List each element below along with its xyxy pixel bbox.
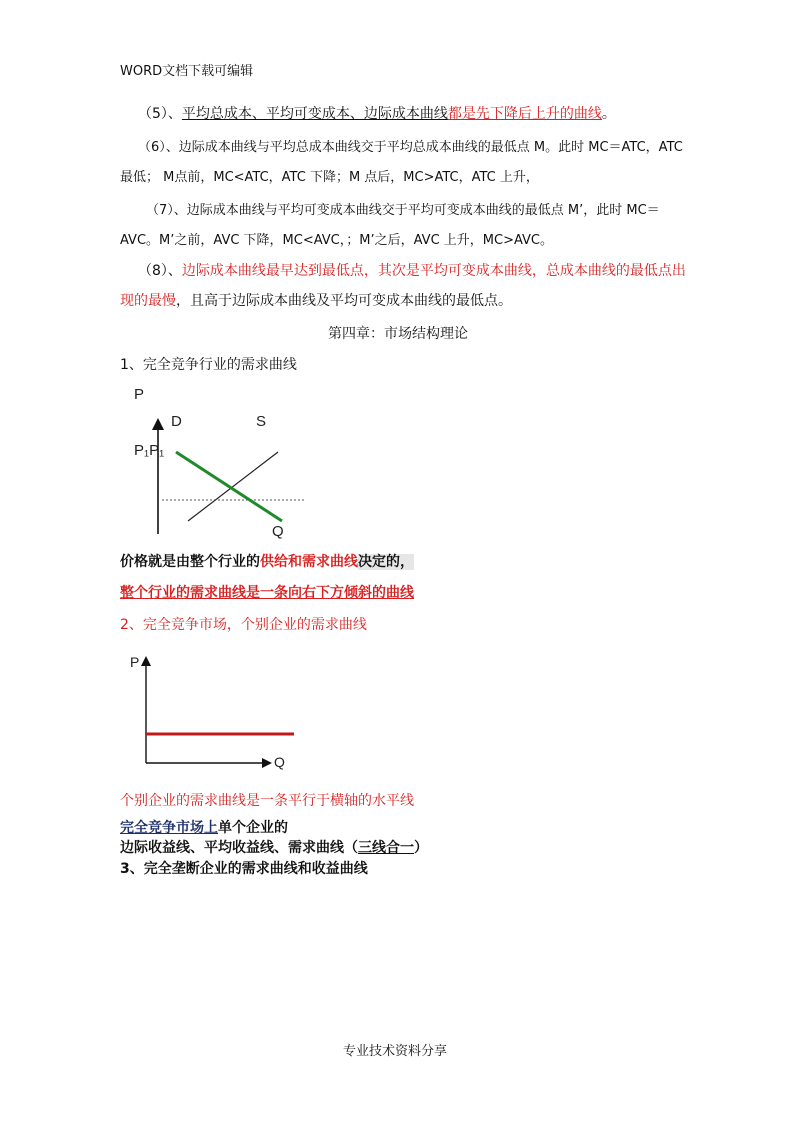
page-header: WORD文档下载可编辑 <box>120 64 254 79</box>
section-3-heading: 3、完全垄断企业的需求曲线和收益曲线 <box>120 861 368 877</box>
chapter-title: 第四章：市场结构理论 <box>328 326 468 342</box>
s1-text-1-red: 供给和需求曲线 <box>260 554 358 570</box>
p8-line1 <box>138 260 686 280</box>
firm-demand-chart <box>120 650 300 775</box>
chart1-demand-curve <box>176 452 282 521</box>
p8-red-1: 边际成本曲线最早达到最低点，其次是平均可变成本曲线，总成本曲线的最低点出 <box>181 263 686 279</box>
chart2-x-axis-label: Q <box>274 754 285 770</box>
p5-end: 。 <box>601 106 616 122</box>
s1-text-1-part2: 决定的， <box>358 554 414 570</box>
s2-bold-2 <box>120 837 428 857</box>
page-footer: 专业技术资料分享 <box>343 1044 448 1059</box>
s2-bold-1-rest: 单个企业的 <box>218 820 288 836</box>
chart1-y-axis-arrow <box>152 418 164 430</box>
p7-line1: （7）、边际成本曲线与平均可变成本曲线交于平均可变成本曲线的最低点 M’，此时 MC＝ <box>146 203 660 218</box>
s2-bold-1-underlined: 完全竞争市场上 <box>120 820 218 836</box>
s1-text-1 <box>120 551 414 571</box>
section-2-heading: 2、完全竞争市场，个别企业的需求曲线 <box>120 617 367 633</box>
paragraph-5 <box>138 103 616 123</box>
s2-bold-1 <box>120 817 288 837</box>
chart1-supply-label: S <box>256 413 267 430</box>
s1-text-1-part1: 价格就是由整个行业的 <box>120 554 260 570</box>
chart1-q-label: Q <box>272 523 284 540</box>
chart2-y-axis-arrow <box>141 656 151 666</box>
chart1-demand-label: D <box>171 413 182 430</box>
p7-line2: AVC。M’之前，AVC 下降，MC<AVC，；M’之后，AVC 上升，MC>AVC。 <box>120 233 553 248</box>
chart2-x-axis-arrow <box>262 758 272 768</box>
s2-bold-2-part1: 边际收益线、平均收益线、需求曲线（ <box>120 840 358 856</box>
section-1-heading: 1、完全竞争行业的需求曲线 <box>120 357 297 373</box>
chart2-y-axis-label: P <box>130 654 140 670</box>
chart1-y-axis-label: P <box>134 386 145 403</box>
s2-text: 个别企业的需求曲线是一条平行于横轴的水平线 <box>120 793 414 809</box>
p5-red: 都是先下降后上升的曲线 <box>447 106 602 122</box>
p8-line2 <box>120 290 512 310</box>
p8-prefix: （8）、 <box>138 263 182 279</box>
p8-red-2: 现的最慢 <box>120 293 176 309</box>
s2-bold-2-part2: ） <box>414 840 428 856</box>
p5-prefix: （5）、 <box>138 106 182 122</box>
p6-line1: （6）、边际成本曲线与平均总成本曲线交于平均总成本曲线的最低点 M。此时 MC＝ATC，ATC <box>138 140 683 155</box>
s2-bold-2-underlined: 三线合一 <box>358 840 414 856</box>
p6-line2: 最低； M点前，MC<ATC，ATC 下降；M 点后，MC>ATC，ATC 上升， <box>120 170 539 185</box>
p5-underlined: 平均总成本、平均可变成本、边际成本曲线 <box>181 106 448 122</box>
s1-text-2: 整个行业的需求曲线是一条向右下方倾斜的曲线 <box>120 585 414 601</box>
p8-rest: ，且高于边际成本曲线及平均可变成本曲线的最低点。 <box>176 293 512 309</box>
industry-supply-demand-chart <box>120 380 320 540</box>
chart1-price-label: P₁P₁ <box>134 442 165 459</box>
